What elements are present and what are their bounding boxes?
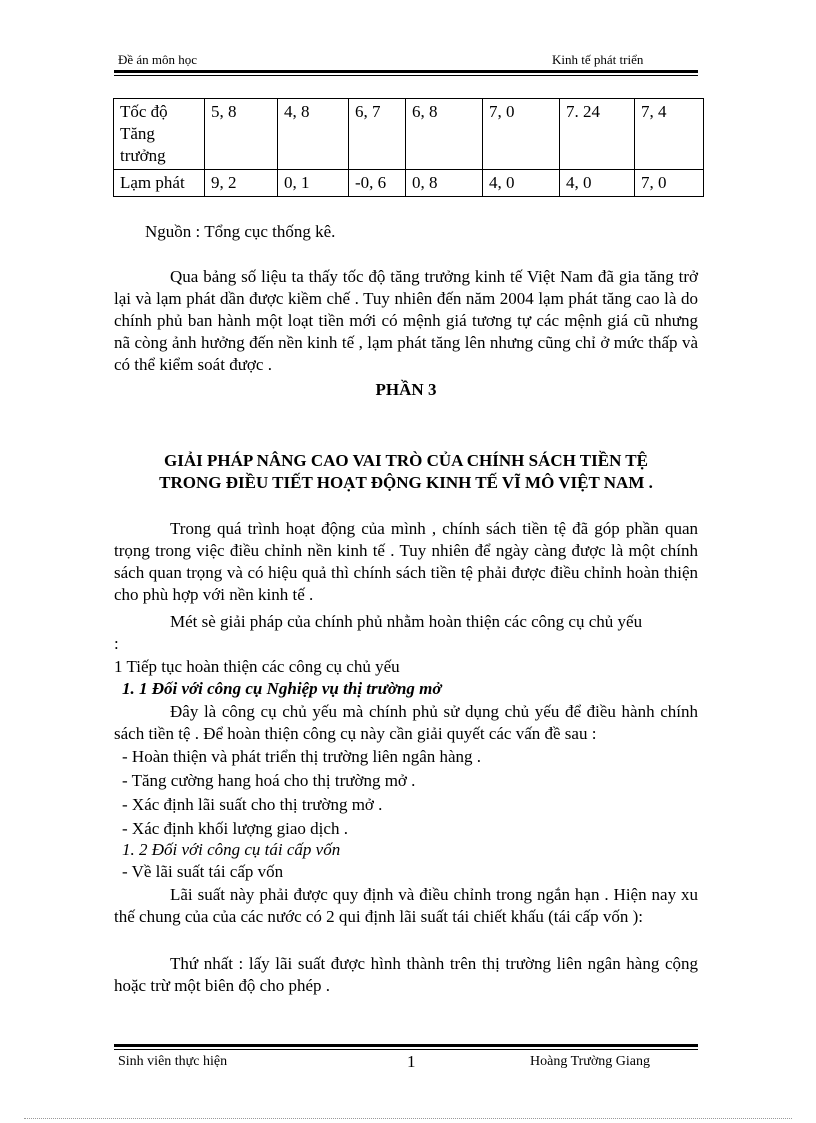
paragraph-analysis: Qua bảng số liệu ta thấy tốc độ tăng trưởng kinh tế Việt Nam đã gia tăng trở lại và lạm phát dần được kiềm chế . Tuy nhiên đến năm 2004 lạm phát tăng cao là do chính phủ ban hành một loạt tiền mới có mệnh giá tương tự các mệnh giá cũ nhưng nã còng ảnh hưởng đến nền kinh tế , lạm phát tăng lên nhưng cũng chỉ ở mức thấp và có thể kiểm soát được . [114,267,698,374]
paragraph-solutions: Mét sè giải pháp của chính phủ nhằm hoàn thiện các công cụ chủ yếu [170,612,643,631]
table-cell: 9, 2 [205,170,278,197]
table-cell: 6, 7 [349,99,406,170]
section-1-2-title: 1. 2 Đối với công cụ tái cấp vốn [122,840,341,859]
paragraph-first-method: Thứ nhất : lấy lãi suất được hình thành trên thị trường liên ngân hàng cộng hoặc trừ một biên độ cho phép . [114,954,698,995]
paragraph-solutions-cont: : [114,634,119,653]
paragraph-open-market: Đây là công cụ chủ yếu mà chính phủ sử dụng chủ yếu để điều hành chính sách tiền tệ . Để hoàn thiện công cụ này cần giải quyết các vấn đề sau : [114,702,698,743]
footer-author-label: Sinh viên thực hiện [118,1054,228,1069]
table-cell: 7, 4 [635,99,704,170]
table-cell: 4, 0 [483,170,560,197]
section-heading-line1: GIẢI PHÁP NÂNG CAO VAI TRÒ CỦA CHÍNH SÁCH TIỀN TỆ [164,451,648,470]
table-cell: 5, 8 [205,99,278,170]
row-label: Tốc độ Tăng trưởng [114,99,205,170]
table-cell: 0, 1 [278,170,349,197]
list-item: - Tăng cường hang hoá cho thị trường mở . [122,771,416,790]
section-1-1-title: 1. 1 Đối với công cụ Nghiệp vụ thị trường mở [122,679,442,698]
table-cell: -0, 6 [349,170,406,197]
table-cell: 7, 0 [483,99,560,170]
growth-inflation-table [113,98,704,197]
header-course: Đề án môn học [118,52,198,67]
table-cell: 4, 8 [278,99,349,170]
table-cell: 7. 24 [560,99,635,170]
footer-author-name: Hoàng Trường Giang [530,1054,650,1069]
header-rule-thin [114,75,698,76]
footer-rule [114,1044,698,1047]
page-number: 1 [407,1052,416,1071]
source-note: Nguồn : Tổng cục thống kê. [145,222,336,241]
list-item: - Xác định lãi suất cho thị trường mở . [122,795,383,814]
header-subject: Kinh tế phát triển [552,52,644,67]
paragraph-intro: Trong quá trình hoạt động của mình , chính sách tiền tệ đã góp phần quan trọng trong việc điều chỉnh nền kinh tế . Tuy nhiên để ngày càng được là một chính sách quan trọng và có hiệu quả thì chính sách tiền tệ phải được điều chỉnh hoàn thiện cho phù hợp với nền kinh tế . [114,519,698,604]
footer-rule-thin [114,1049,698,1050]
list-item-rate: - Về lãi suất tái cấp vốn [122,862,284,881]
table-cell: 7, 0 [635,170,704,197]
page-bottom-dotted-line [24,1118,792,1119]
list-item: - Hoàn thiện và phát triển thị trường liên ngân hàng . [122,747,482,766]
part-title: PHẦN 3 [375,380,437,399]
section-1-title: 1 Tiếp tục hoàn thiện các công cụ chủ yếu [114,657,400,676]
list-item: - Xác định khối lượng giao dịch . [122,819,348,838]
table-cell: 6, 8 [406,99,483,170]
paragraph-refinance-rate: Lãi suất này phải được quy định và điều chỉnh trong ngắn hạn . Hiện nay xu thế chung của của các nước có 2 qui định lãi suất tái chiết khấu (tái cấp vốn ): [114,885,698,926]
table-row [114,170,704,197]
table-cell: 0, 8 [406,170,483,197]
table-cell: 4, 0 [560,170,635,197]
table-row [114,99,704,170]
section-heading-line2: TRONG ĐIỀU TIẾT HOẠT ĐỘNG KINH TẾ VĨ MÔ VIỆT NAM . [159,473,653,492]
header-rule [114,70,698,73]
row-label: Lạm phát [114,170,205,197]
